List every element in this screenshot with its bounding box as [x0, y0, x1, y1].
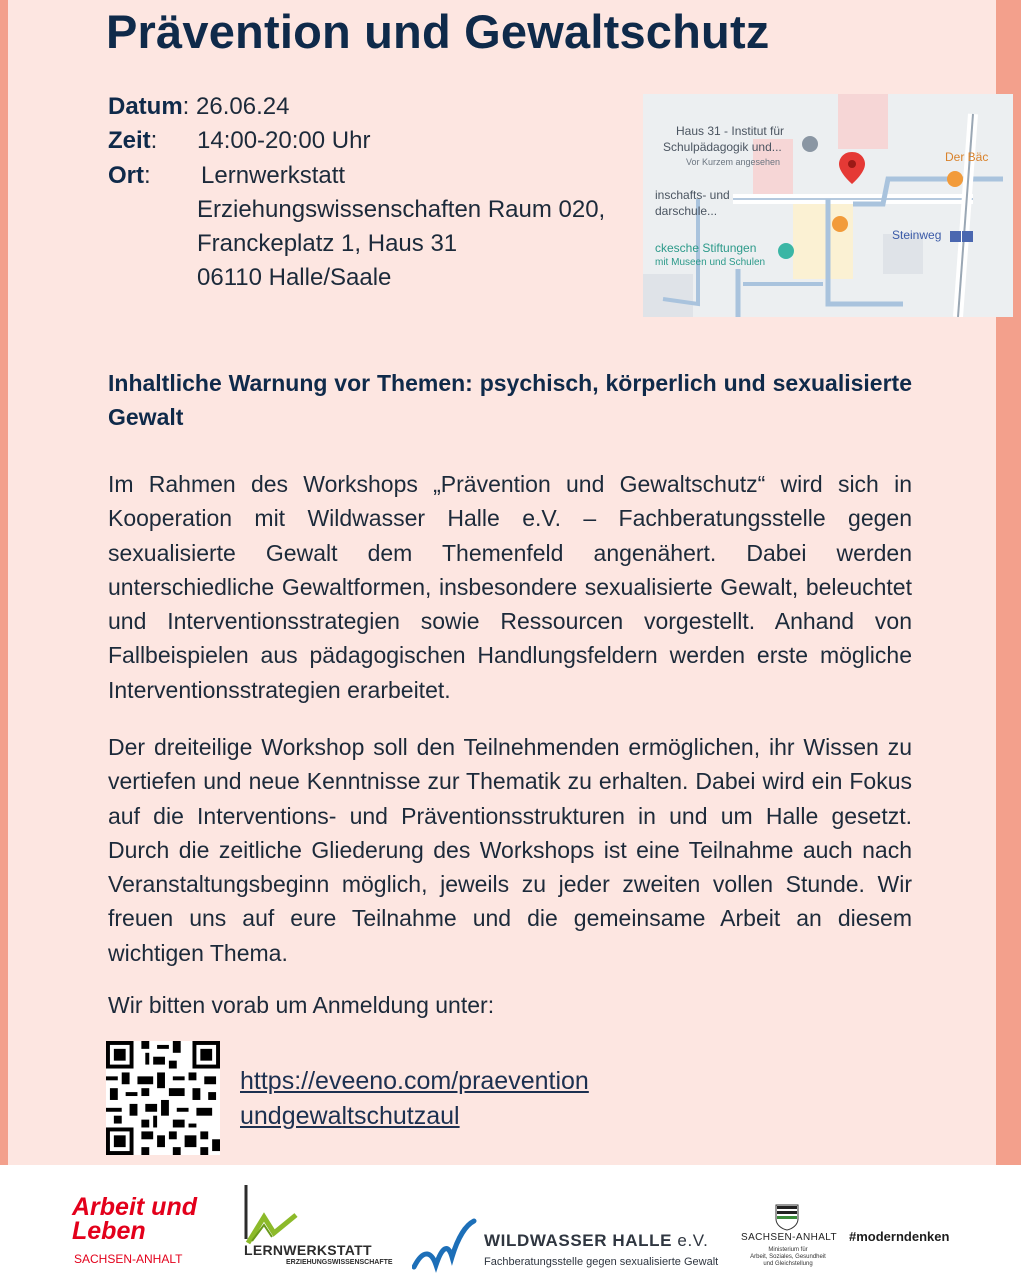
aul-line-2: Leben — [72, 1217, 146, 1245]
wildwasser-name: WILDWASSER HALLE — [484, 1231, 673, 1250]
hashtag-label: #moderndenken — [849, 1229, 950, 1244]
footer-logos — [0, 1165, 1021, 1280]
aul-subtitle: SACHSEN-ANHALT — [74, 1252, 183, 1266]
page-title: Prävention und Gewaltschutz — [106, 5, 770, 58]
map-label-poi1b: Schulpädagogik und... — [663, 140, 782, 154]
map-label-poi1-sub: Vor Kurzem angesehen — [686, 157, 781, 167]
sachsen-anhalt-crest-icon — [774, 1203, 800, 1231]
place-line-3: Franckeplatz 1, Haus 31 — [197, 230, 458, 257]
registration-text: Wir bitten vorab um Anmeldung unter: — [108, 992, 495, 1018]
ministry-line-1: Ministerium für — [768, 1247, 808, 1253]
map-label-poi3b: mit Museen und Schulen — [655, 257, 766, 268]
content-warning: Inhaltliche Warnung vor Themen: psychisch, körperlich und sexualisierte Gewalt — [108, 370, 912, 430]
date-row — [108, 90, 289, 124]
date-label: Datum — [108, 93, 183, 120]
ministry-line-3: und Gleichstellung — [763, 1261, 813, 1267]
place-label: Ort — [108, 162, 144, 189]
map-label-poi1: Haus 31 - Institut für — [676, 124, 785, 138]
map-label-poi3: ckesche Stiftungen — [655, 241, 757, 255]
lernwerkstatt-title: LERNWERKSTATT — [244, 1242, 372, 1258]
description-paragraph-2: Der dreiteilige Workshop soll den Teilnehmenden ermöglichen, ihr Wissen zu vertiefen und neue Kenntnisse zur Thematik zu erhalten. Dabei wird ein Fokus auf die Interventions- und Präventionsstrukturen in und um Halle gesetzt. Durch die zeitliche Gliederung des Workshops ist eine Teilnahme auch nach Veranstaltungsbeginn möglich, jeweils zu jeder zweiten vollen Stunde. Wir freuen uns auf eure Teilnahme und die gemeinsame Arbeit an diesem wichtigen Thema. — [108, 734, 912, 966]
place-line-2: Erziehungswissenschaften Raum 020, — [197, 196, 606, 223]
map-label-poi5: Steinweg — [892, 228, 942, 242]
qr-code[interactable] — [106, 1041, 220, 1155]
arbeit-und-leben-logo — [72, 1195, 197, 1243]
sachsen-anhalt-title: SACHSEN-ANHALT — [741, 1232, 837, 1243]
aul-line-1: Arbeit und — [72, 1193, 197, 1221]
ministry-line-2: Arbeit, Soziales, Gesundheit — [750, 1254, 826, 1260]
registration-link-line-1[interactable]: https://eveeno.com/praevention — [240, 1067, 589, 1095]
description-paragraph-1: Im Rahmen des Workshops „Prävention und Gewaltschutz“ wird sich in Kooperation mit Wildwasser Halle e.V. – Fachberatungsstelle gegen sexualisierte Gewalt dem Themenfeld angenähert. Dabei werden unterschiedliche Gewaltformen, insbesondere sexualisierte Gewalt, beleuchtet und Interventionsstrategien sowie Ressourcen vorgestellt. Anhand von Fallbeispielen aus pädagogischen Handlungsfeldern werden erste mögliche Interventionsstrategien erarbeitet. — [108, 471, 912, 703]
registration-link[interactable] — [240, 1064, 589, 1134]
location-map[interactable] — [643, 94, 1013, 317]
time-value: 14:00-20:00 Uhr — [197, 127, 371, 154]
time-label: Zeit — [108, 127, 151, 154]
place-line-1: Lernwerkstatt — [201, 162, 346, 189]
lernwerkstatt-logo-icon — [244, 1183, 300, 1245]
qr-code-icon — [106, 1041, 220, 1155]
wildwasser-subtitle: Fachberatungsstelle gegen sexualisierte Gewalt — [484, 1256, 719, 1268]
lernwerkstatt-subtitle: ERZIEHUNGSWISSENSCHAFTE — [286, 1259, 393, 1266]
sachsen-anhalt-ministry — [741, 1247, 835, 1268]
registration-link-line-2[interactable]: undgewaltschutzaul — [240, 1102, 460, 1130]
place-row: Ort: — [108, 162, 151, 189]
map-label-poi4: Der Bäc — [945, 150, 989, 164]
wildwasser-suffix: e.V. — [677, 1231, 709, 1250]
map-label-poi2b: darschule... — [655, 204, 718, 218]
time-row: Zeit: — [108, 127, 158, 154]
place-line-4: 06110 Halle/Saale — [197, 264, 392, 291]
wildwasser-title — [484, 1231, 709, 1251]
date-value: : 26.06.24 — [182, 93, 290, 120]
map-label-poi2: inschafts- und — [655, 188, 730, 202]
wildwasser-wave-icon — [412, 1217, 478, 1275]
